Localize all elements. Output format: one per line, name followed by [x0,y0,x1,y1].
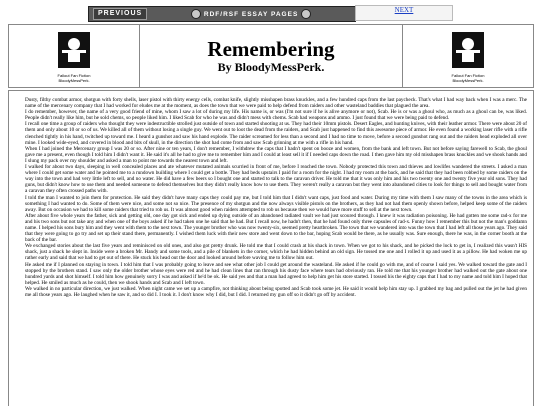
title-panel [140,25,403,87]
vault-boy-figure-icon [54,28,94,72]
vault-boy-figure-icon [448,28,488,72]
story-paragraph: He asked me if I planned on staying in town. I told him that I was probably going to leave and see what other job I could get around the wasteland. He asked if he could go with me, and of course I said yes. We walked toward the gate and I stopped by the brothers stand. I saw only the older brother whose eyes were red and he had clean lines that ran through his dusty face where tears had obviously ran. He told me that his younger brother had walked out the gate about one hundred yards and shot himself. I told him how genuinely sorry I was and asked if he'd be ok. He said yes and that a man had agreed to help him get his store started. I tossed his the eighty caps that I had to my name and told him I hoped that helped. He smiled as much as he could, then we shook hands and Scab and I left town. [25,261,527,286]
story-paragraph: When I had joined the Mercenary group I was 20 or so. After nine or ten years, I don't remember, I withdrew the caps that I hadn't spent on booze and women, from the bank and left town. But not before saying farewell to Scab, the ghoul gave me a present, even though I told him I didn't want it. He said it's all he had to give me to remember him and I could at least sell it if I needed caps down the road. I then gave him my old misshapen brass knuckles and we shook hands and I slung my pack over my shoulder and asked a man to point me towards the nearest town and left. [25,145,527,164]
story-text [9,91,533,298]
page-title: Remembering [207,37,335,61]
section-label[interactable]: RDF/RSF ESSAY PAGES [203,10,299,18]
story-paragraph: Dusty, filthy combat armor, shotgun with forty shells, laser pistol with thirty energy cells, combat knife, slightly misshapen brass knuckles, and a few hundred caps from the last paycheck. That's what I had way back when I was a merc. The name of the mercenary company that I had worked for eludes me at the moment, as does the town that we were paid to help defend from raiders and other wasteland baddies that plagued the area. [25,97,527,110]
section-right-bullet-icon [301,9,311,19]
story-paragraph: I walked for about two days, sleeping in well concealed places and ate whatever mutated animals scurried in front of me, before I reached the town. Nobody protected this town and thieves and lowlifes wandered the streets. I asked a man where I could get some water and he pointed me to a rundown building where I could get a bottle. They had beds upstairs I paid for a room for the night. I had my room at the back, and he said that they had been robbed by some raiders on the way into the town and had very little left to sell, and no water. He did have a few beers so I bought one and started to talk to the caravan driver. He told me that it was only him and his two twenty one and twenty five year old sons. They had guns, but didn't know how to use them and needed someone to defend themselves but they didn't really know how to use them. They weren't really a caravan but they went into abandoned cities to look for things to sell and bought water from a caravan they often crossed paths with. [25,164,527,195]
author-byline: By BloodyMessPerk. [217,60,325,74]
story-paragraph: We walked in no particular direction, we just walked. When night came we set up a campfire, not thinking about being spotted and Scab took some jet. He said it would help him stay up. I grabbed my bag and pulled out the jet he had given me all those years ago. He laughed when he saw it, and so did I. I took it. I don't know why I did, but I did. I returned my gun off so it didn't go off by accident. [25,285,527,298]
left-caption: Fallout Fan Fiction BloodyMessPerk. [57,73,91,83]
story-paragraph: I do remember, however, the name of a very good friend of mine, whom I saw a lot of during my life. His name is, or was (I'm not sure if he is alive anymore or not), Scab. He is or was a ghoul who, as much as a ghoul can be, was liked. People didn't really like him, but he sold chems, so people liked him. I liked Scab for who he was and didn't mess with chems. Scab had weapons and ammo. I just found that we were being paid to defend. [25,109,527,122]
right-figure-panel [403,25,533,87]
story-paragraph: I recall one time a group of raiders who thought they were indestructible strolled just outside of town and started shooting at us. They had their 10mm pistols. Desert Eagles, and hunting knives, with their leather armor. There were about 20 of them and only about 10 or so of us. We killed all of them without losing a single guy. We went out to loot the dead from the raiders, and Scab just happened to find this awesome piece of armor. He even found a working laser rifle with a rifle clenched tightly in his hand, twitched up toward me. I heard a gunshot and saw his hand explode. The raider screamed for less than a second and I had no time to move, before a second gunshot rang out and the raiders head exploded all over mine. I looked wide-eyed, and covered in blood and bits of skull, in the direction the shot had come from and saw Scab grinning at me with a rifle in his hand. [25,121,527,146]
previous-button[interactable]: PREVIOUS [93,8,147,20]
next-link[interactable]: NEXT [355,5,453,21]
story-paragraph: We exchanged stories about the last five years and reminisced on old ones, and also got pretty drunk. He told me that I could crash at his shack in town. When we got to his shack, and he picked the lock to get in, I realized this wasn't HIS shack, just a shack he slept in. Inside were a broken Mr. Handy and some tools, and a pile of blankets in the corner, which he had hidden behind an old sign. He tossed me one and I rolled it up and used it as a pillow. He had woken me up rather early and said that we had to get out of there. He stuck his head out the door and looked around before waving me to follow him out. [25,243,527,262]
essay-header [8,24,534,88]
section-title[interactable] [147,9,355,19]
story-paragraph: I told the man I wanted to join them for protection. He said they didn't have many caps they could pay me, but I told him that I didn't want caps, just food and water. During my time with them I saw many of the towns in the area which is something I had wanted to do. Some of them were nice, and some not so nice. The presence of my shotgun and the now always visible pistols on the brothers, as they had not had them openly shown before, helped keep some of the raiders away. But on occasion we had to kill some raiders that tried to rob us. It was almost good when raiders attempted to rob us because then we would have more stuff to sell at the next town. [25,194,527,213]
right-caption: Fallout Fan Fiction BloodyMessPerk. [451,73,485,83]
story-paragraph: After about five whole years the father, sick and getting old, one day got sick and ended up dying outside of an abandoned radiated vault we had just scoured through. I knew it was radiation poisoning. He had gotten me some rad-x for me and his two sons but not take any and when one of the boys asked if he had taken one he said that he had. But I recall now, he hadn't then, that he had found only three capsules of rad-x. Funny how I remember this but not the man's goddamn name. I helped his sons bury him and they went with them to the next town. The younger brother who was now twenty-six, seemed pretty heartbroken. The town that we wandered into was the town that I had left all those years ago. They said that they were going to go try and set up their stand there, permanently. I wished them luck with their new store and went down to the bar, hoping Scab would be there, as he usually was. Sure enough, there he was, in the corner booth at the back of the bar. [25,212,527,244]
left-figure-panel [9,25,140,87]
story-body [8,90,534,406]
section-left-bullet-icon [191,9,201,19]
top-navigation-bar [88,6,356,22]
